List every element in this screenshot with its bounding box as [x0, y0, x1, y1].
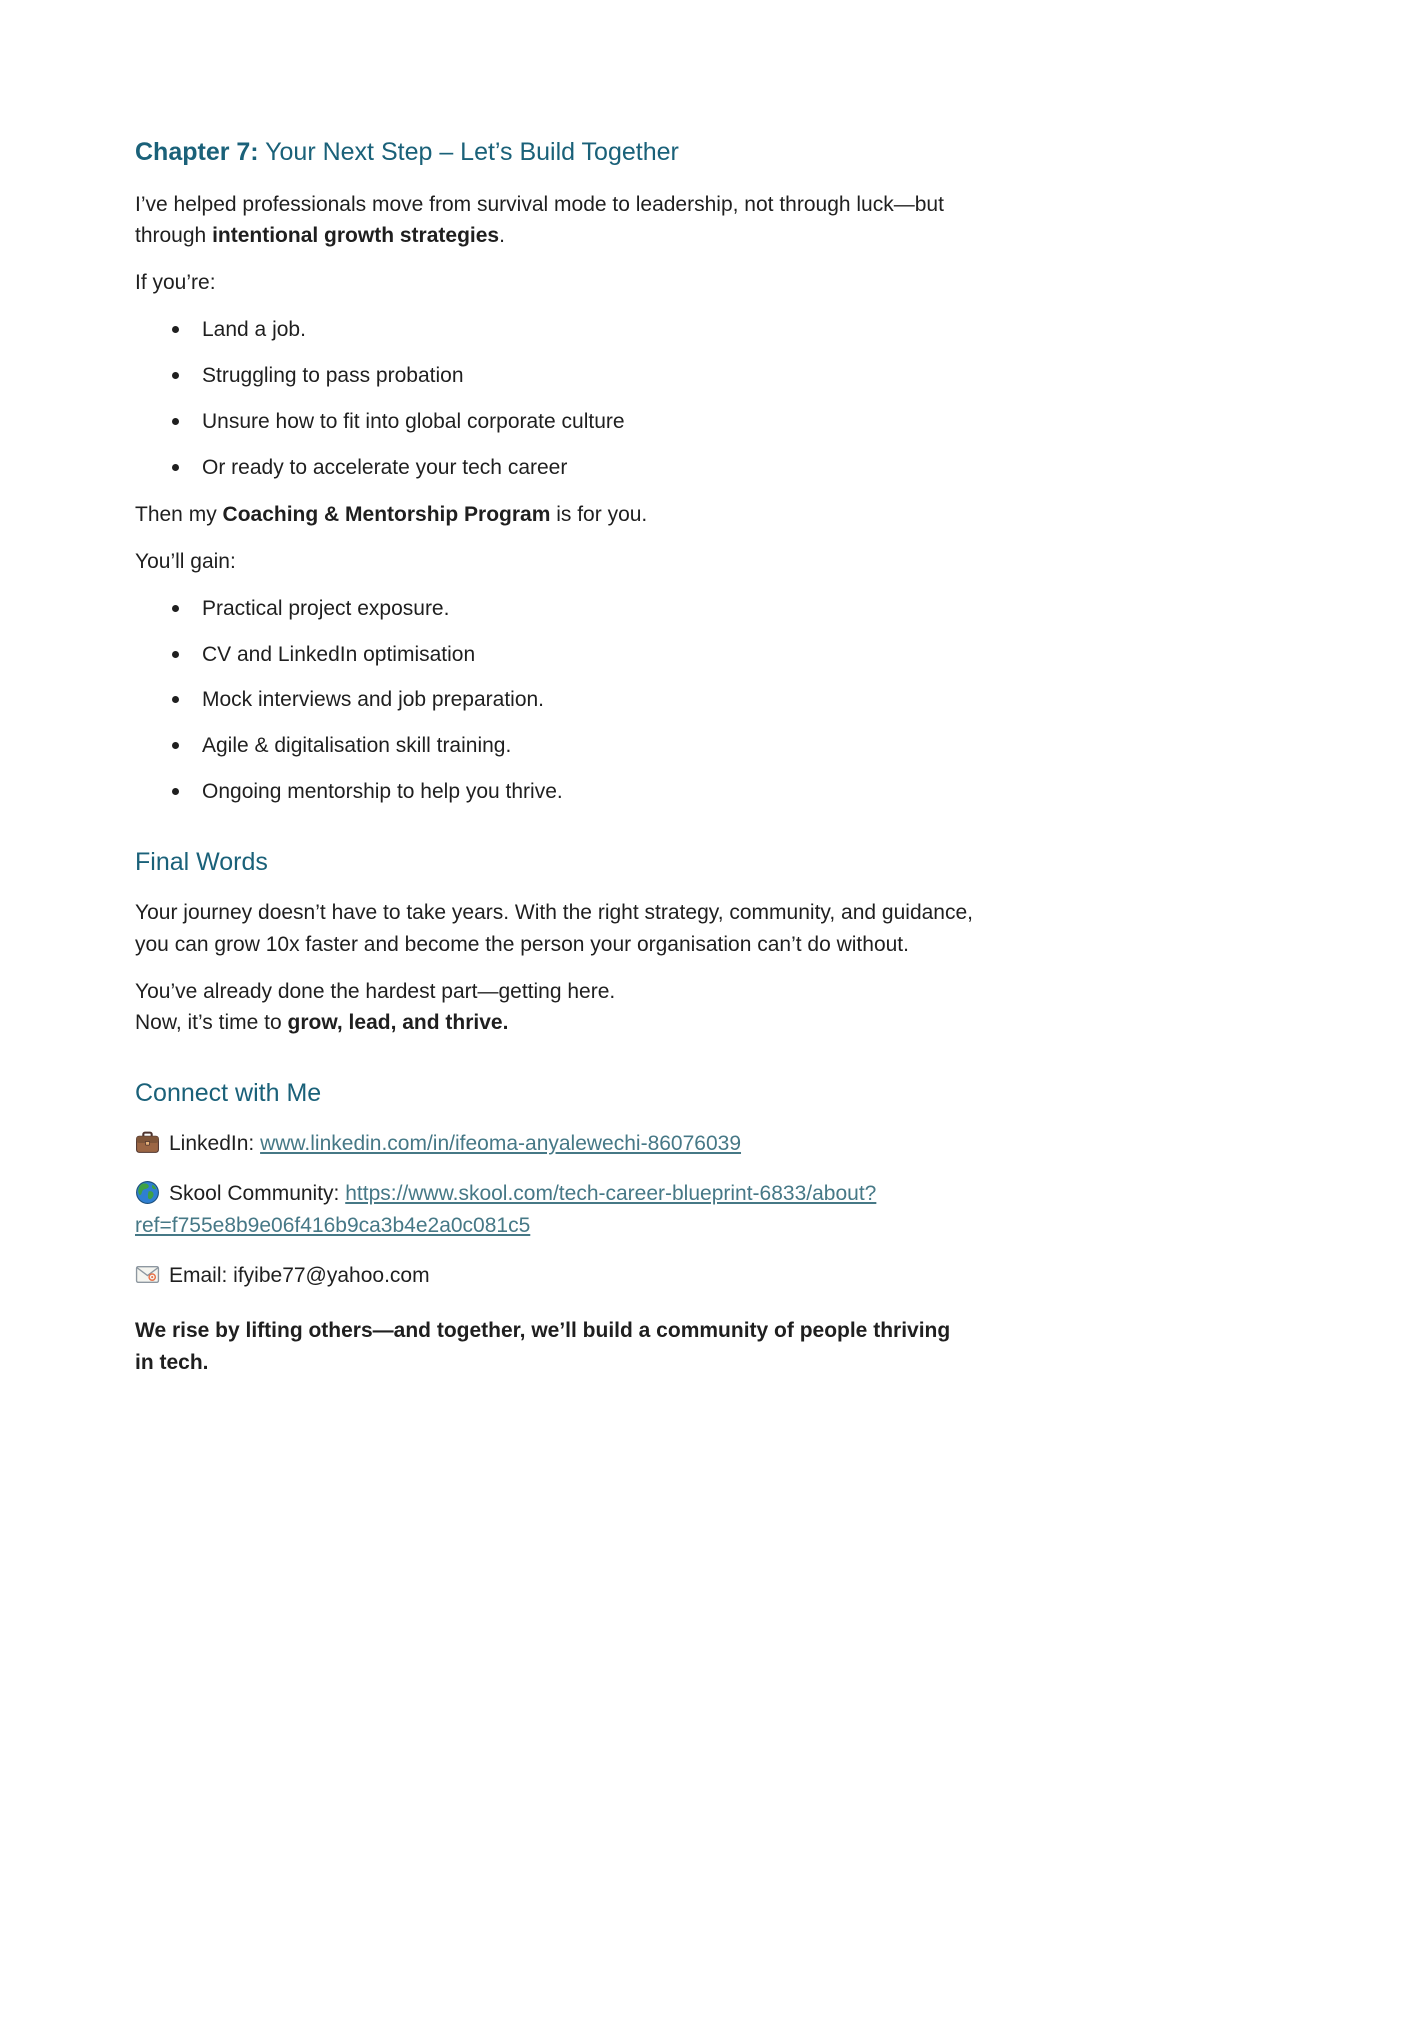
final-words-line-2: Now, it’s time to	[135, 1011, 288, 1035]
list-item: Ongoing mentorship to help you thrive.	[170, 776, 973, 808]
list-item: Or ready to accelerate your tech career	[170, 452, 973, 484]
program-text: Then my	[135, 502, 223, 526]
email-row	[135, 1260, 973, 1292]
final-words-paragraph-2	[135, 976, 973, 1040]
skool-label: Skool Community:	[169, 1181, 346, 1205]
connect-heading: Connect with Me	[135, 1079, 322, 1108]
skool-link[interactable]: https://www.skool.com/tech-career-blueprint-6833/about?ref=f755e8b9e06f416b9ca3b4e2a0c081c5	[135, 1181, 877, 1237]
program-bold-phrase: Coaching & Mentorship Program	[222, 502, 551, 526]
list-item: Mock interviews and job preparation.	[170, 684, 973, 716]
situations-list	[135, 314, 973, 484]
final-words-bold-phrase: grow, lead, and thrive.	[287, 1011, 509, 1035]
email-label: Email: ifyibe77@yahoo.com	[169, 1263, 430, 1287]
final-words-heading: Final Words	[135, 848, 268, 877]
list-item: Land a job.	[170, 314, 973, 346]
intro-paragraph	[135, 189, 973, 253]
linkedin-label: LinkedIn:	[169, 1131, 261, 1155]
linkedin-link[interactable]: www.linkedin.com/in/ifeoma-anyalewechi-86076039	[260, 1131, 742, 1155]
final-words-paragraph: Your journey doesn’t have to take years. With the right strategy, community, and guidance, you can grow 10x faster and become the person your organisation can’t do without.	[135, 900, 973, 956]
skool-row	[135, 1178, 973, 1242]
youll-gain-line: You’ll gain:	[135, 549, 236, 573]
list-item: Agile & digitalisation skill training.	[170, 730, 973, 762]
chapter-heading-label: Chapter 7:	[135, 138, 259, 166]
program-text-end: is for you.	[550, 502, 648, 526]
list-item: CV and LinkedIn optimisation	[170, 639, 973, 671]
intro-bold-phrase: intentional growth strategies	[212, 224, 500, 248]
program-paragraph	[135, 499, 973, 531]
document-content	[135, 136, 973, 1394]
intro-text-end: .	[499, 224, 505, 248]
globe-icon	[135, 1180, 160, 1205]
list-item: Practical project exposure.	[170, 593, 973, 625]
closing-statement: We rise by lifting others—and together, we’ll build a community of people thriving in tech.	[135, 1319, 951, 1375]
gains-list	[135, 593, 973, 809]
list-item: Unsure how to fit into global corporate culture	[170, 406, 973, 438]
final-words-line-1: You’ve already done the hardest part—getting here.	[135, 979, 616, 1003]
linkedin-row	[135, 1128, 973, 1160]
if-youre-line: If you’re:	[135, 271, 216, 295]
chapter-heading	[135, 136, 973, 169]
briefcase-icon	[135, 1130, 160, 1155]
list-item: Struggling to pass probation	[170, 360, 973, 392]
intro-text: I’ve helped professionals move from survival mode to leadership, not through luck—but through	[135, 192, 944, 248]
email-icon	[135, 1262, 160, 1287]
chapter-heading-title: Your Next Step – Let’s Build Together	[258, 138, 679, 166]
